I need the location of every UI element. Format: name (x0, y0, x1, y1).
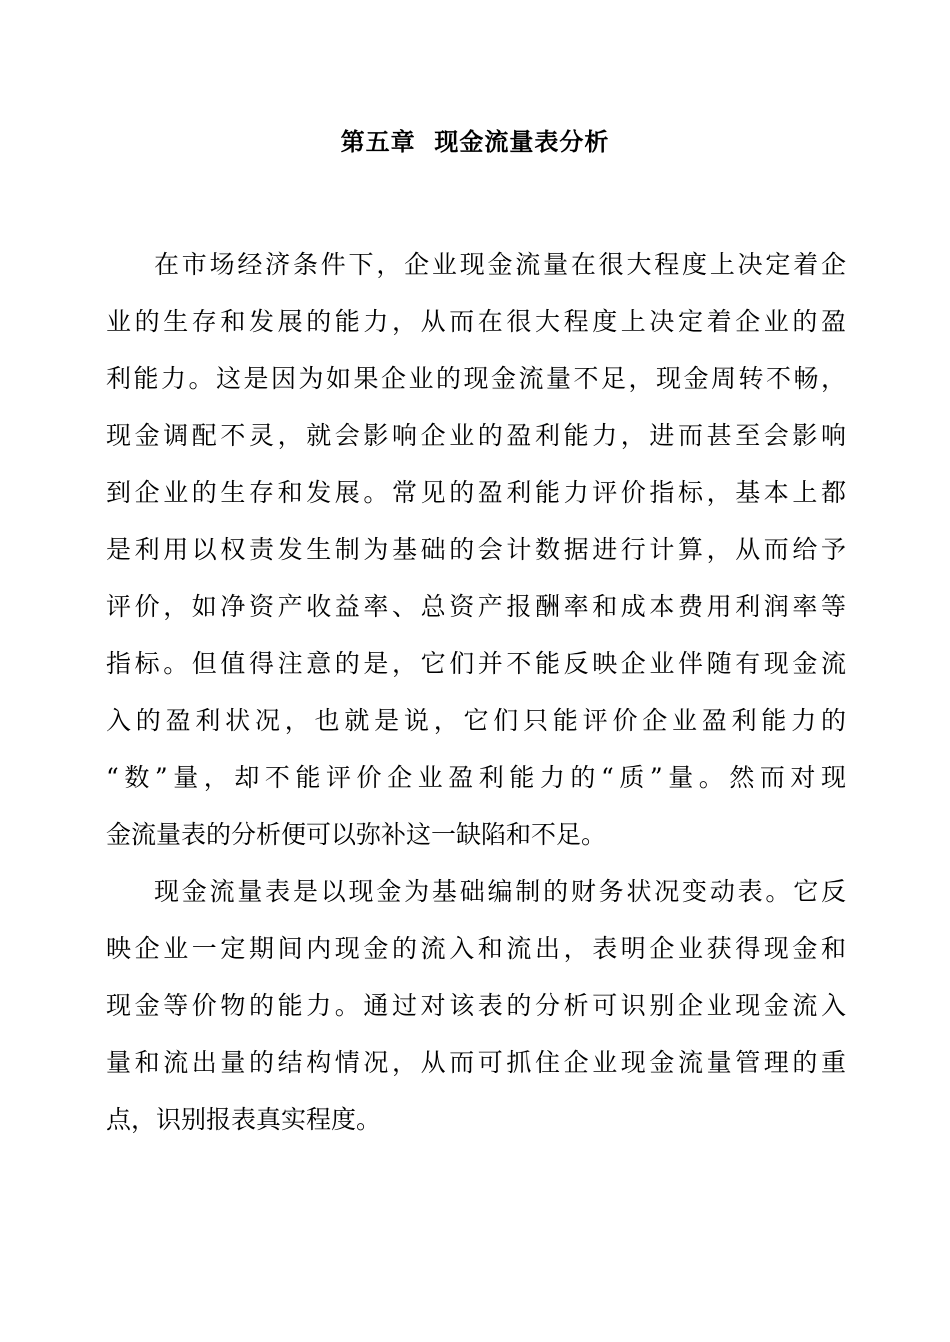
text-line: 金流量表的分析便可以弥补这一缺陷和不足。 (106, 820, 607, 849)
text-line: 指标。但值得注意的是，它们并不能反映企业伴随有现金流 (106, 649, 846, 678)
text-line: 利能力。这是因为如果企业的现金流量不足，现金周转不畅， (106, 364, 846, 393)
text-line: 映企业一定期间内现金的流入和流出，表明企业获得现金和 (106, 934, 846, 963)
text-line: 入的盈利状况，也就是说，它们只能评价企业盈利能力的 (106, 706, 846, 735)
text-line: 业的生存和发展的能力，从而在很大程度上决定着企业的盈 (106, 307, 846, 336)
text-line: 量和流出量的结构情况，从而可抓住企业现金流量管理的重 (106, 1048, 846, 1077)
text-line: 是利用以权责发生制为基础的会计数据进行计算，从而给予 (106, 535, 846, 564)
text-line: 评价，如净资产收益率、总资产报酬率和成本费用利润率等 (106, 592, 846, 621)
text-line: 到企业的生存和发展。常见的盈利能力评价指标，基本上都 (106, 478, 846, 507)
text-line: 在市场经济条件下，企业现金流量在很大程度上决定着企 (154, 250, 846, 279)
text-line: 现金等价物的能力。通过对该表的分析可识别企业现金流入 (106, 991, 846, 1020)
body-text (106, 236, 846, 1148)
text-line: 现金流量表是以现金为基础编制的财务状况变动表。它反 (154, 877, 846, 906)
text-line: “数”量，却不能评价企业盈利能力的“质”量。然而对现 (106, 763, 846, 792)
chapter-title: 第五章 现金流量表分析 (340, 128, 610, 156)
text-line: 点，识别报表真实程度。 (106, 1105, 382, 1134)
text-line: 现金调配不灵，就会影响企业的盈利能力，进而甚至会影响 (106, 421, 846, 450)
